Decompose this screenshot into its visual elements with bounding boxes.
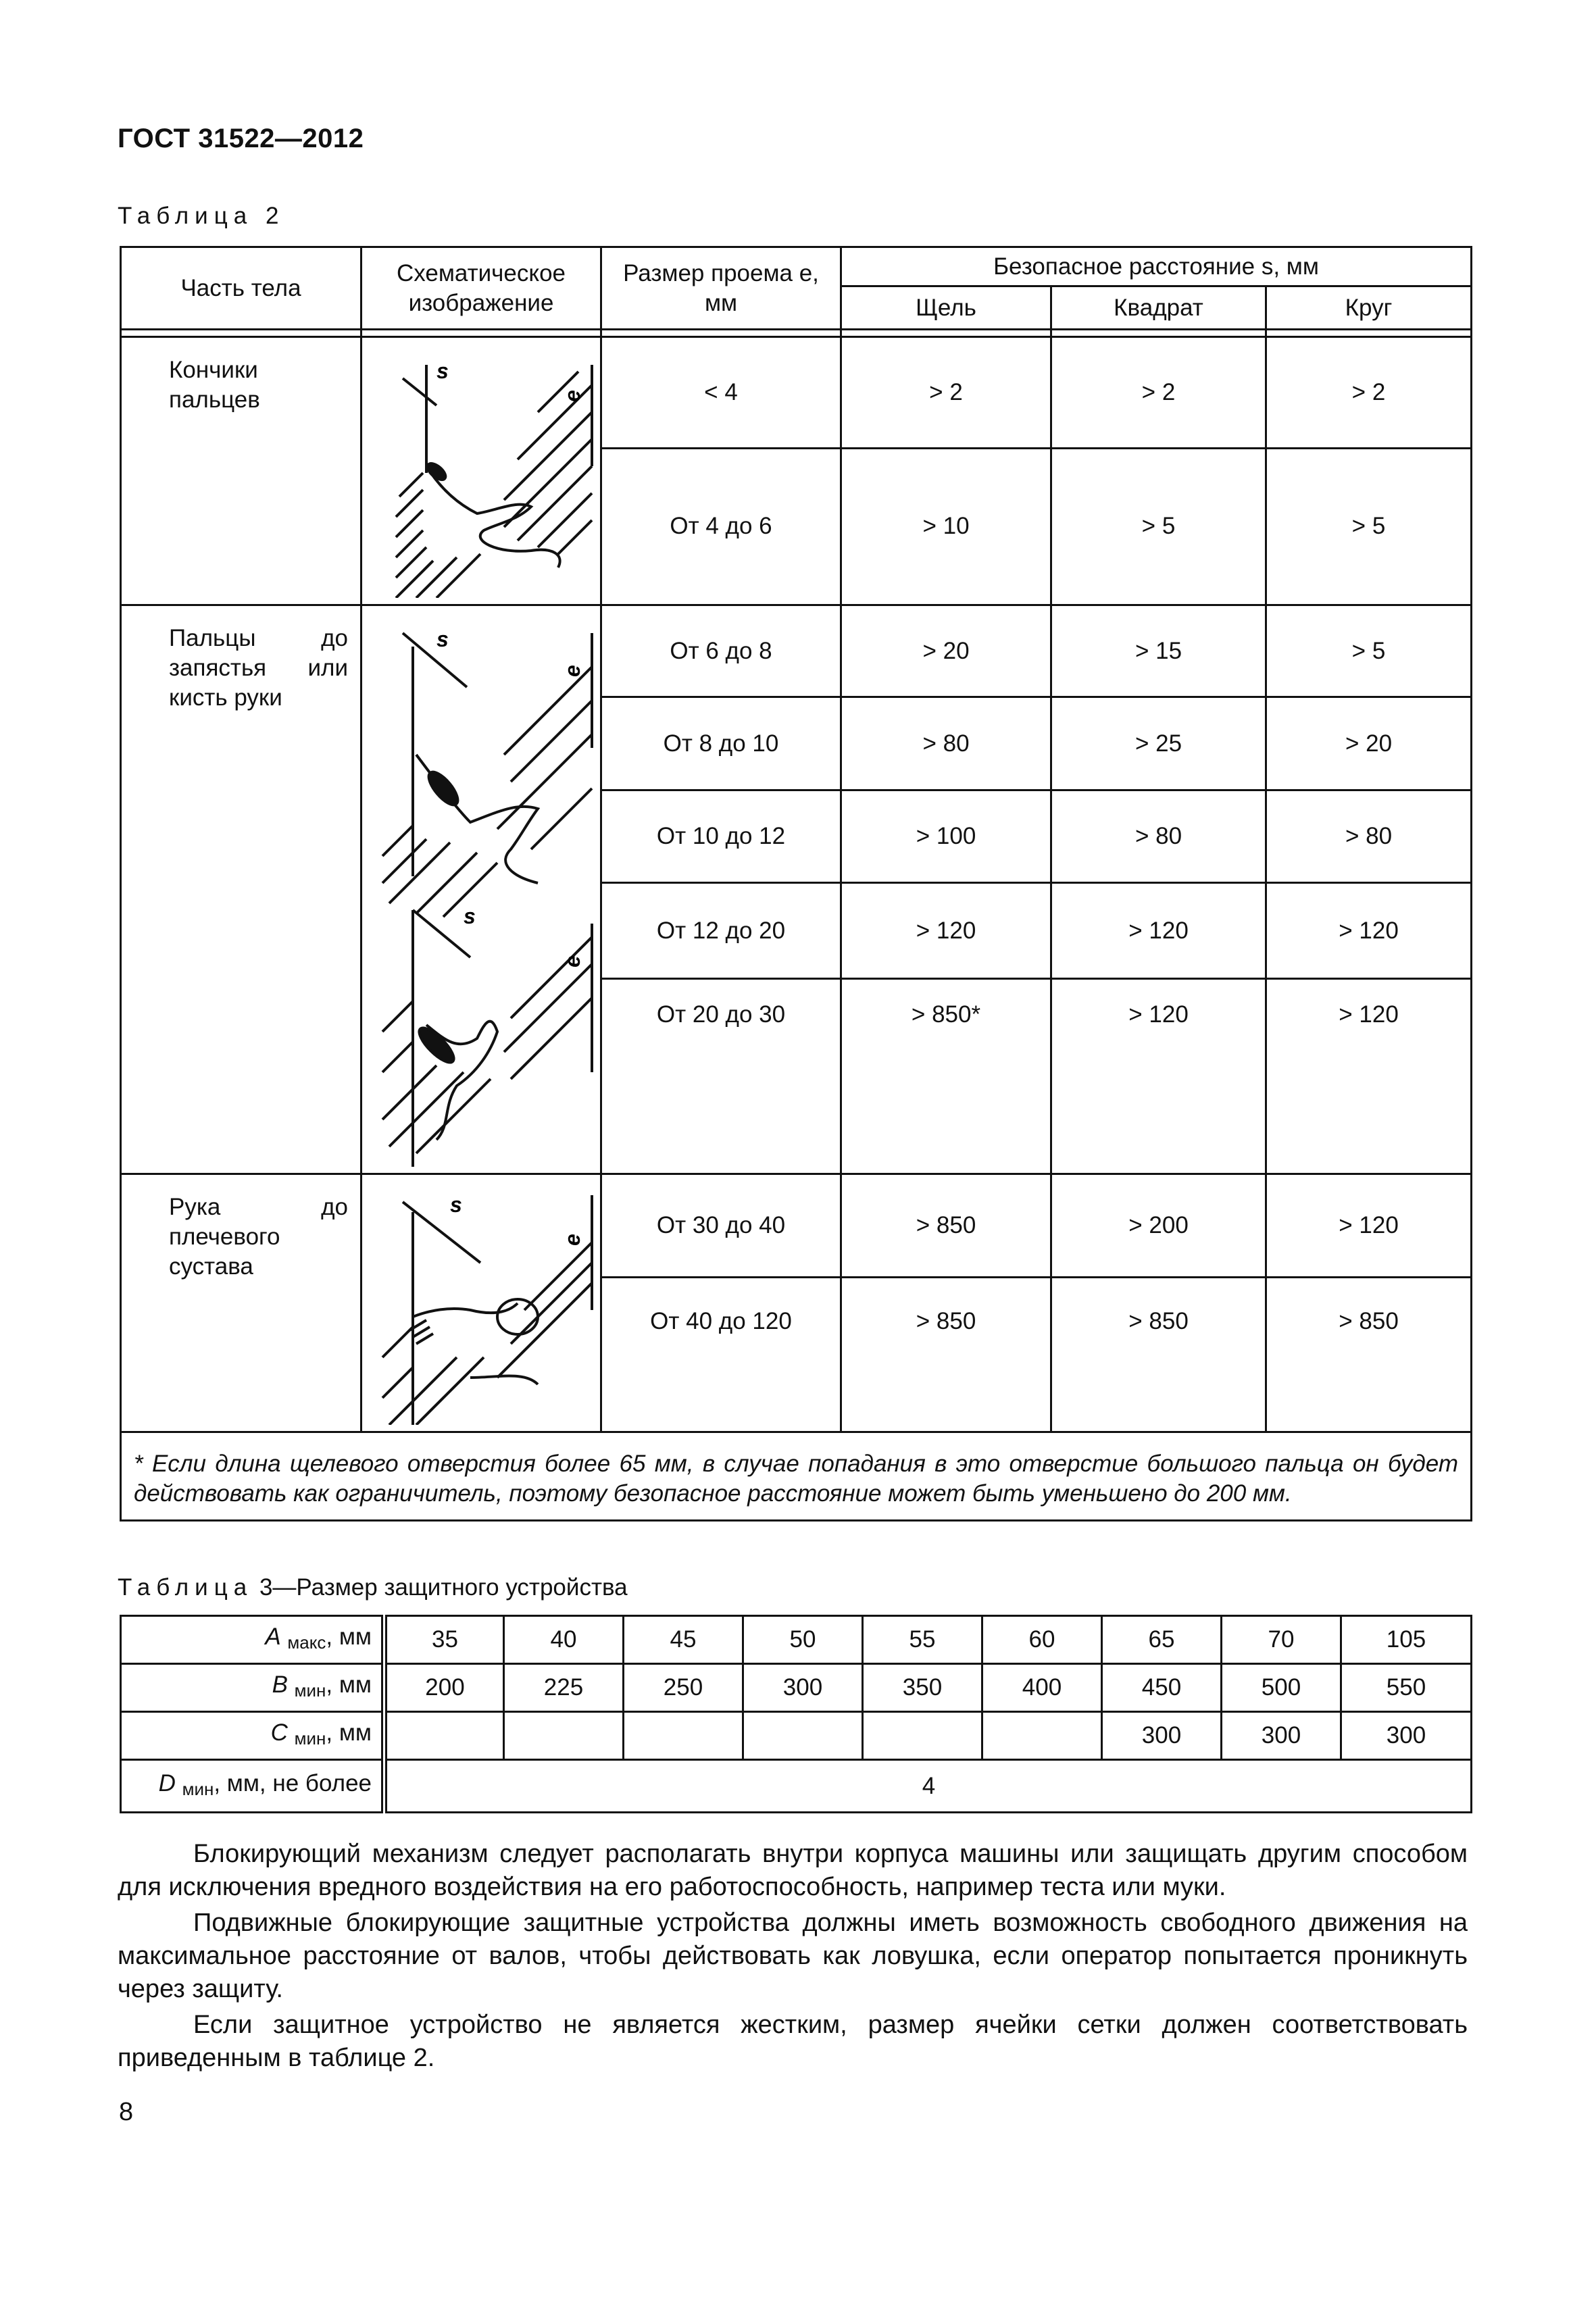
cell-value: 45 xyxy=(624,1616,743,1664)
cell-square: > 5 xyxy=(1051,448,1266,605)
cell-size: < 4 xyxy=(601,337,841,449)
cell-circle: > 120 xyxy=(1266,1174,1472,1278)
cell-circle: > 2 xyxy=(1266,337,1472,449)
table2-footnote: * Если длина щелевого отверстия более 65 мм, в случае попадания в это отверстие большого пальца он будет действовать как ограничитель, поэтому безопасное расстояние может быть уменьшено до 200 мм. xyxy=(121,1432,1472,1521)
cell-value xyxy=(384,1712,504,1760)
label-e: e xyxy=(560,665,584,677)
cell-circle: > 5 xyxy=(1266,448,1472,605)
row-label: D $_{мин}$, мм, не более xyxy=(121,1760,384,1813)
table3-row-c xyxy=(121,1712,1472,1760)
paragraph: Подвижные блокирующие защитные устройства должны иметь возможность свободного движения на максимальное расстояние от валов, чтобы действовать как ловушка, если оператор попытается проникнуть через защиту. xyxy=(118,1909,1468,2003)
row-label: A $_{макс}$, мм xyxy=(121,1616,384,1664)
cell-size: От 4 до 6 xyxy=(601,448,841,605)
label-s: s xyxy=(464,904,476,928)
cell-slot: > 120 xyxy=(841,883,1051,979)
cell-slot: > 100 xyxy=(841,790,1051,882)
header-square: Квадрат xyxy=(1051,286,1266,330)
cell-slot: > 2 xyxy=(841,337,1051,449)
label-e: e xyxy=(560,390,584,402)
label-e: e xyxy=(560,955,584,967)
cell-value: 105 xyxy=(1341,1616,1472,1664)
cell-value: 400 xyxy=(982,1664,1102,1712)
cell-value: 35 xyxy=(384,1616,504,1664)
cell-slot: > 850 xyxy=(841,1277,1051,1432)
part-fingertips: Кончики пальцев xyxy=(121,337,361,605)
cell-value: 450 xyxy=(1102,1664,1222,1712)
cell-value: 200 xyxy=(384,1664,504,1712)
cell-size: От 12 до 20 xyxy=(601,883,841,979)
row-label: B $_{мин}$, мм xyxy=(121,1664,384,1712)
hand-diagram xyxy=(362,606,602,1167)
table3-caption: Таблица 3—Размер защитного устройства xyxy=(118,1574,628,1601)
cell-value: 40 xyxy=(504,1616,624,1664)
cell-square: > 120 xyxy=(1051,978,1266,1174)
cell-value: 4 xyxy=(384,1760,1472,1813)
label-s: s xyxy=(437,359,449,383)
table3-row-d xyxy=(121,1760,1472,1813)
header-part: Часть тела xyxy=(121,247,361,330)
cell-circle: > 80 xyxy=(1266,790,1472,882)
cell-value: 300 xyxy=(743,1664,863,1712)
label-s: s xyxy=(450,1192,462,1217)
table2-caption: Таблица 2 xyxy=(118,203,285,229)
cell-size: От 30 до 40 xyxy=(601,1174,841,1278)
cell-size: От 40 до 120 xyxy=(601,1277,841,1432)
scheme-fingers-to-wrist xyxy=(361,605,601,1174)
cell-square: > 15 xyxy=(1051,605,1266,697)
safety-distance-table xyxy=(120,246,1472,1521)
header-slot: Щель xyxy=(841,286,1051,330)
cell-size: От 20 до 30 xyxy=(601,978,841,1174)
cell-slot: > 850 xyxy=(841,1174,1051,1278)
guard-size-table xyxy=(120,1615,1472,1813)
table3-row-b xyxy=(121,1664,1472,1712)
cell-square: > 850 xyxy=(1051,1277,1266,1432)
cell-square: > 200 xyxy=(1051,1174,1266,1278)
header-safe-distance: Безопасное расстояние s, мм xyxy=(841,247,1472,286)
cell-square: > 120 xyxy=(1051,883,1266,979)
cell-circle: > 120 xyxy=(1266,883,1472,979)
document-header: ГОСТ 31522—2012 xyxy=(118,124,364,153)
cell-value xyxy=(504,1712,624,1760)
cell-value: 250 xyxy=(624,1664,743,1712)
part-fingers-to-wrist: Пальцы до запястья или кисть руки xyxy=(121,605,361,1174)
label-s: s xyxy=(437,627,449,651)
part-arm-to-shoulder: Рука до плечевого сустава xyxy=(121,1174,361,1432)
header-scheme: Схематическое изображение xyxy=(361,247,601,330)
cell-value xyxy=(743,1712,863,1760)
cell-value: 300 xyxy=(1341,1712,1472,1760)
fingertip-diagram xyxy=(362,338,602,598)
cell-square: > 25 xyxy=(1051,697,1266,790)
scheme-arm-to-shoulder xyxy=(361,1174,601,1432)
cell-value: 350 xyxy=(863,1664,982,1712)
cell-size: От 8 до 10 xyxy=(601,697,841,790)
paragraph: Блокирующий механизм следует располагать внутри корпуса машины или защищать другим способом для исключения вредного воздействия на его работоспособность, например теста или муки. xyxy=(118,1840,1468,1901)
cell-value: 300 xyxy=(1102,1712,1222,1760)
label-e: e xyxy=(560,1234,584,1246)
cell-size: От 6 до 8 xyxy=(601,605,841,697)
cell-value: 500 xyxy=(1222,1664,1341,1712)
cell-square: > 2 xyxy=(1051,337,1266,449)
scheme-fingertips xyxy=(361,337,601,605)
cell-square: > 80 xyxy=(1051,790,1266,882)
row-label: C $_{мин}$, мм xyxy=(121,1712,384,1760)
cell-circle: > 850 xyxy=(1266,1277,1472,1432)
cell-value: 300 xyxy=(1222,1712,1341,1760)
cell-value xyxy=(624,1712,743,1760)
arm-diagram xyxy=(362,1175,602,1425)
cell-circle: > 20 xyxy=(1266,697,1472,790)
paragraph: Если защитное устройство не является жестким, размер ячейки сетки должен соответствовать приведенным в таблице 2. xyxy=(118,2011,1468,2072)
cell-size: От 10 до 12 xyxy=(601,790,841,882)
cell-value xyxy=(982,1712,1102,1760)
cell-slot: > 850* xyxy=(841,978,1051,1174)
cell-value: 50 xyxy=(743,1616,863,1664)
cell-value: 60 xyxy=(982,1616,1102,1664)
cell-slot: > 80 xyxy=(841,697,1051,790)
cell-value xyxy=(863,1712,982,1760)
table3-row-a xyxy=(121,1616,1472,1664)
cell-value: 70 xyxy=(1222,1616,1341,1664)
cell-value: 550 xyxy=(1341,1664,1472,1712)
cell-circle: > 120 xyxy=(1266,978,1472,1174)
page-number: 8 xyxy=(119,2098,134,2126)
cell-slot: > 20 xyxy=(841,605,1051,697)
cell-value: 225 xyxy=(504,1664,624,1712)
header-opening: Размер проема e, мм xyxy=(601,247,841,330)
cell-slot: > 10 xyxy=(841,448,1051,605)
header-circle: Круг xyxy=(1266,286,1472,330)
cell-value: 55 xyxy=(863,1616,982,1664)
cell-circle: > 5 xyxy=(1266,605,1472,697)
cell-value: 65 xyxy=(1102,1616,1222,1664)
